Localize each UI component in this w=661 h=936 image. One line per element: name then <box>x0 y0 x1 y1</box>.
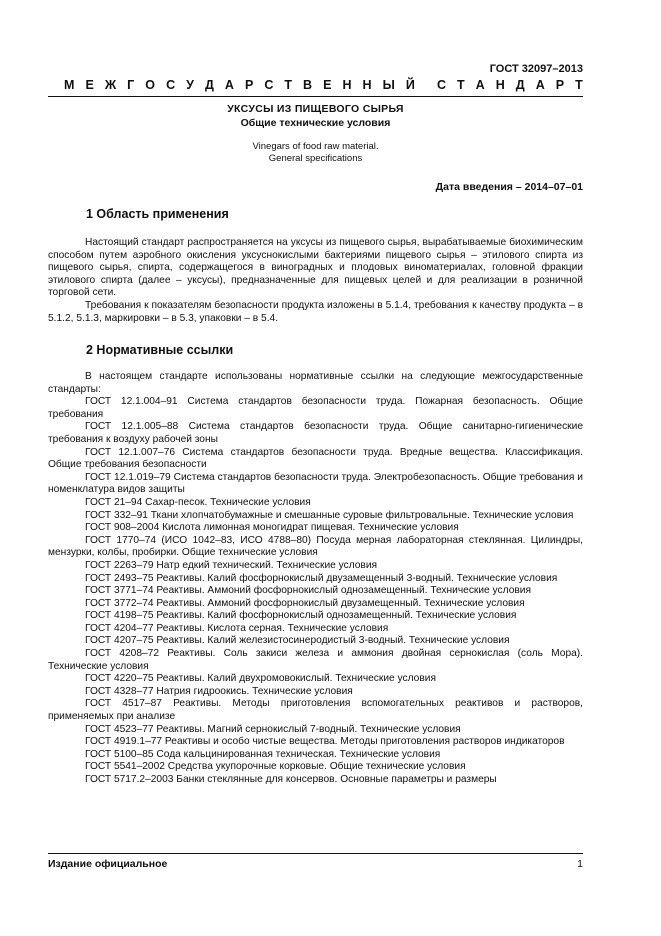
reference-item: ГОСТ 21–94 Сахар-песок. Технические условия <box>85 496 311 508</box>
reference-item: ГОСТ 5541–2002 Средства укупорочные корковые. Общие технические условия <box>85 761 466 773</box>
reference-item: ГОСТ 4207–75 Реактивы. Калий железистосинеродистый 3-водный. Технические условия <box>85 635 510 647</box>
document-title: УКСУСЫ ИЗ ПИЩЕВОГО СЫРЬЯ <box>227 103 404 115</box>
banner-letter: Ж <box>104 78 117 92</box>
banner-letter: Е <box>85 78 94 92</box>
section-1-paragraph: Настоящий стандарт распространяется на уксусы из пищевого сырья, вырабатываемые биохимическим способом путем аэробного окисления уксуснокислыми бактериями пищевого сырья – этилового спирта из пищевого сырья, спирта, содержащегося в виноградных и плодовых виноматериалах, головной фракции этилового спирта (далее – уксусы), предназначенные для пищевых целей и для реализации в розничной торговой сети. <box>48 237 583 299</box>
reference-item: ГОСТ 4517–87 Реактивы. Методы приготовления вспомогательных реактивов и растворов, применяемых при анализе <box>48 698 583 723</box>
page-number: 1 <box>577 858 583 870</box>
banner-letter: А <box>475 78 485 92</box>
section-1-heading: 1 Область применения <box>86 207 229 221</box>
official-edition-label: Издание официальное <box>48 858 168 870</box>
banner-letter: С <box>264 78 274 92</box>
reference-item: ГОСТ 2493–75 Реактивы. Калий фосфорнокислый двузамещенный 3-водный. Технические условия <box>85 572 558 584</box>
banner-letter: Г <box>127 78 135 92</box>
banner-letter: В <box>303 78 313 92</box>
reference-item: ГОСТ 12.1.005–88 Система стандартов безопасности труда. Общие санитарно-гигиенические требования к воздуху рабочей зоны <box>48 421 583 445</box>
reference-item: ГОСТ 4204–77 Реактивы. Кислота серная. Технические условия <box>85 622 389 634</box>
banner-letter: Н <box>495 78 505 92</box>
reference-item: ГОСТ 4220–75 Реактивы. Калий двухромовокислый. Технические условия <box>85 673 436 685</box>
banner-letter: Т <box>284 78 293 92</box>
reference-item: ГОСТ 4198–75 Реактивы. Калий фосфорнокислый однозамещенный. Технические условия <box>85 610 517 622</box>
banner-letter: Т <box>457 78 465 92</box>
reference-item: ГОСТ 4328–77 Натрия гидроокись. Технические условия <box>85 685 353 697</box>
banner-letter: Ы <box>382 78 395 92</box>
banner-letter: О <box>145 78 156 92</box>
banner-letter: Й <box>405 78 415 92</box>
reference-item: ГОСТ 5717.2–2003 Банки стеклянные для консервов. Основные параметры и размеры <box>85 774 497 785</box>
banner-letter: С <box>166 78 176 92</box>
interstate-standard-banner <box>64 78 583 92</box>
reference-item: ГОСТ 4208–72 Реактивы. Соль закиси железа и аммония двойная сернокислая (соль Мора). Технические условия <box>48 648 583 672</box>
banner-letter: Д <box>515 78 525 92</box>
introduction-date: Дата введения – 2014–07–01 <box>435 181 583 193</box>
banner-letter: Д <box>204 78 214 92</box>
reference-item: ГОСТ 4919.1–77 Реактивы и особо чистые вещества. Методы приготовления растворов индикаторов <box>85 736 565 748</box>
reference-item: ГОСТ 3771–74 Реактивы. Аммоний фосфорнокислый однозамещенный. Технические условия <box>85 585 531 597</box>
banner-letter: С <box>436 78 446 92</box>
document-subtitle: Общие технические условия <box>240 117 391 129</box>
section-1-paragraph: Требования к показателям безопасности продукта изложены в 5.1.4, требования к качеству продукта – в 5.1.2, 5.1.3, маркировки – в 5.3, упаковки – в 5.4. <box>48 299 583 324</box>
reference-item: ГОСТ 332–91 Ткани хлопчатобумажные и смешанные суровые фильтровальные. Технические условия <box>85 509 574 521</box>
banner-letter: Т <box>575 78 583 92</box>
section-1-body <box>48 237 583 325</box>
banner-letter: У <box>186 78 194 92</box>
banner-letter: Р <box>244 78 254 92</box>
banner-letter: Н <box>362 78 372 92</box>
reference-item: ГОСТ 3772–74 Реактивы. Аммоний фосфорнокислый двузамещенный. Технические условия <box>85 597 525 609</box>
header-rule <box>48 96 583 97</box>
banner-letter: М <box>64 78 75 92</box>
banner-letter: А <box>224 78 234 92</box>
reference-item: ГОСТ 12.1.007–76 Система стандартов безопасности труда. Вредные вещества. Классификация. Общие требования безопасности <box>48 446 583 471</box>
reference-item: ГОСТ 4523–77 Реактивы. Магний сернокислый 7-водный. Технические условия <box>85 723 461 735</box>
reference-item: ГОСТ 908–2004 Кислота лимонная моногидрат пищевая. Технические условия <box>85 522 459 534</box>
banner-letter: Н <box>342 78 352 92</box>
footer-rule <box>48 853 583 854</box>
section-2-heading: 2 Нормативные ссылки <box>86 343 234 357</box>
banner-letter: Е <box>323 78 332 92</box>
reference-item: ГОСТ 2263–79 Натр едкий технический. Технические условия <box>85 559 378 571</box>
reference-item: ГОСТ 12.1.019–79 Система стандартов безопасности труда. Электробезопасность. Общие требования и номенклатура видов защиты <box>48 471 583 496</box>
reference-item: ГОСТ 1770–74 (ИСО 1042–83, ИСО 4788–80) Посуда мерная лабораторная стеклянная. Цилиндры, мензурки, колбы, пробирки. Общие технические условия <box>48 534 583 559</box>
reference-item: ГОСТ 5100–85 Сода кальцинированная техническая. Технические условия <box>85 748 441 760</box>
section-2-body <box>48 371 583 787</box>
section-2-intro: В настоящем стандарте использованы нормативные ссылки на следующие межгосударственные стандарты: <box>48 371 583 395</box>
standard-number: ГОСТ 32097–2013 <box>489 63 583 75</box>
banner-letter: Р <box>555 78 565 92</box>
english-subtitle: General specifications <box>268 153 363 164</box>
banner-letter: А <box>535 78 545 92</box>
english-title: Vinegars of food raw material. <box>252 141 379 152</box>
reference-item: ГОСТ 12.1.004–91 Система стандартов безопасности труда. Пожарная безопасность. Общие требования <box>48 396 583 420</box>
